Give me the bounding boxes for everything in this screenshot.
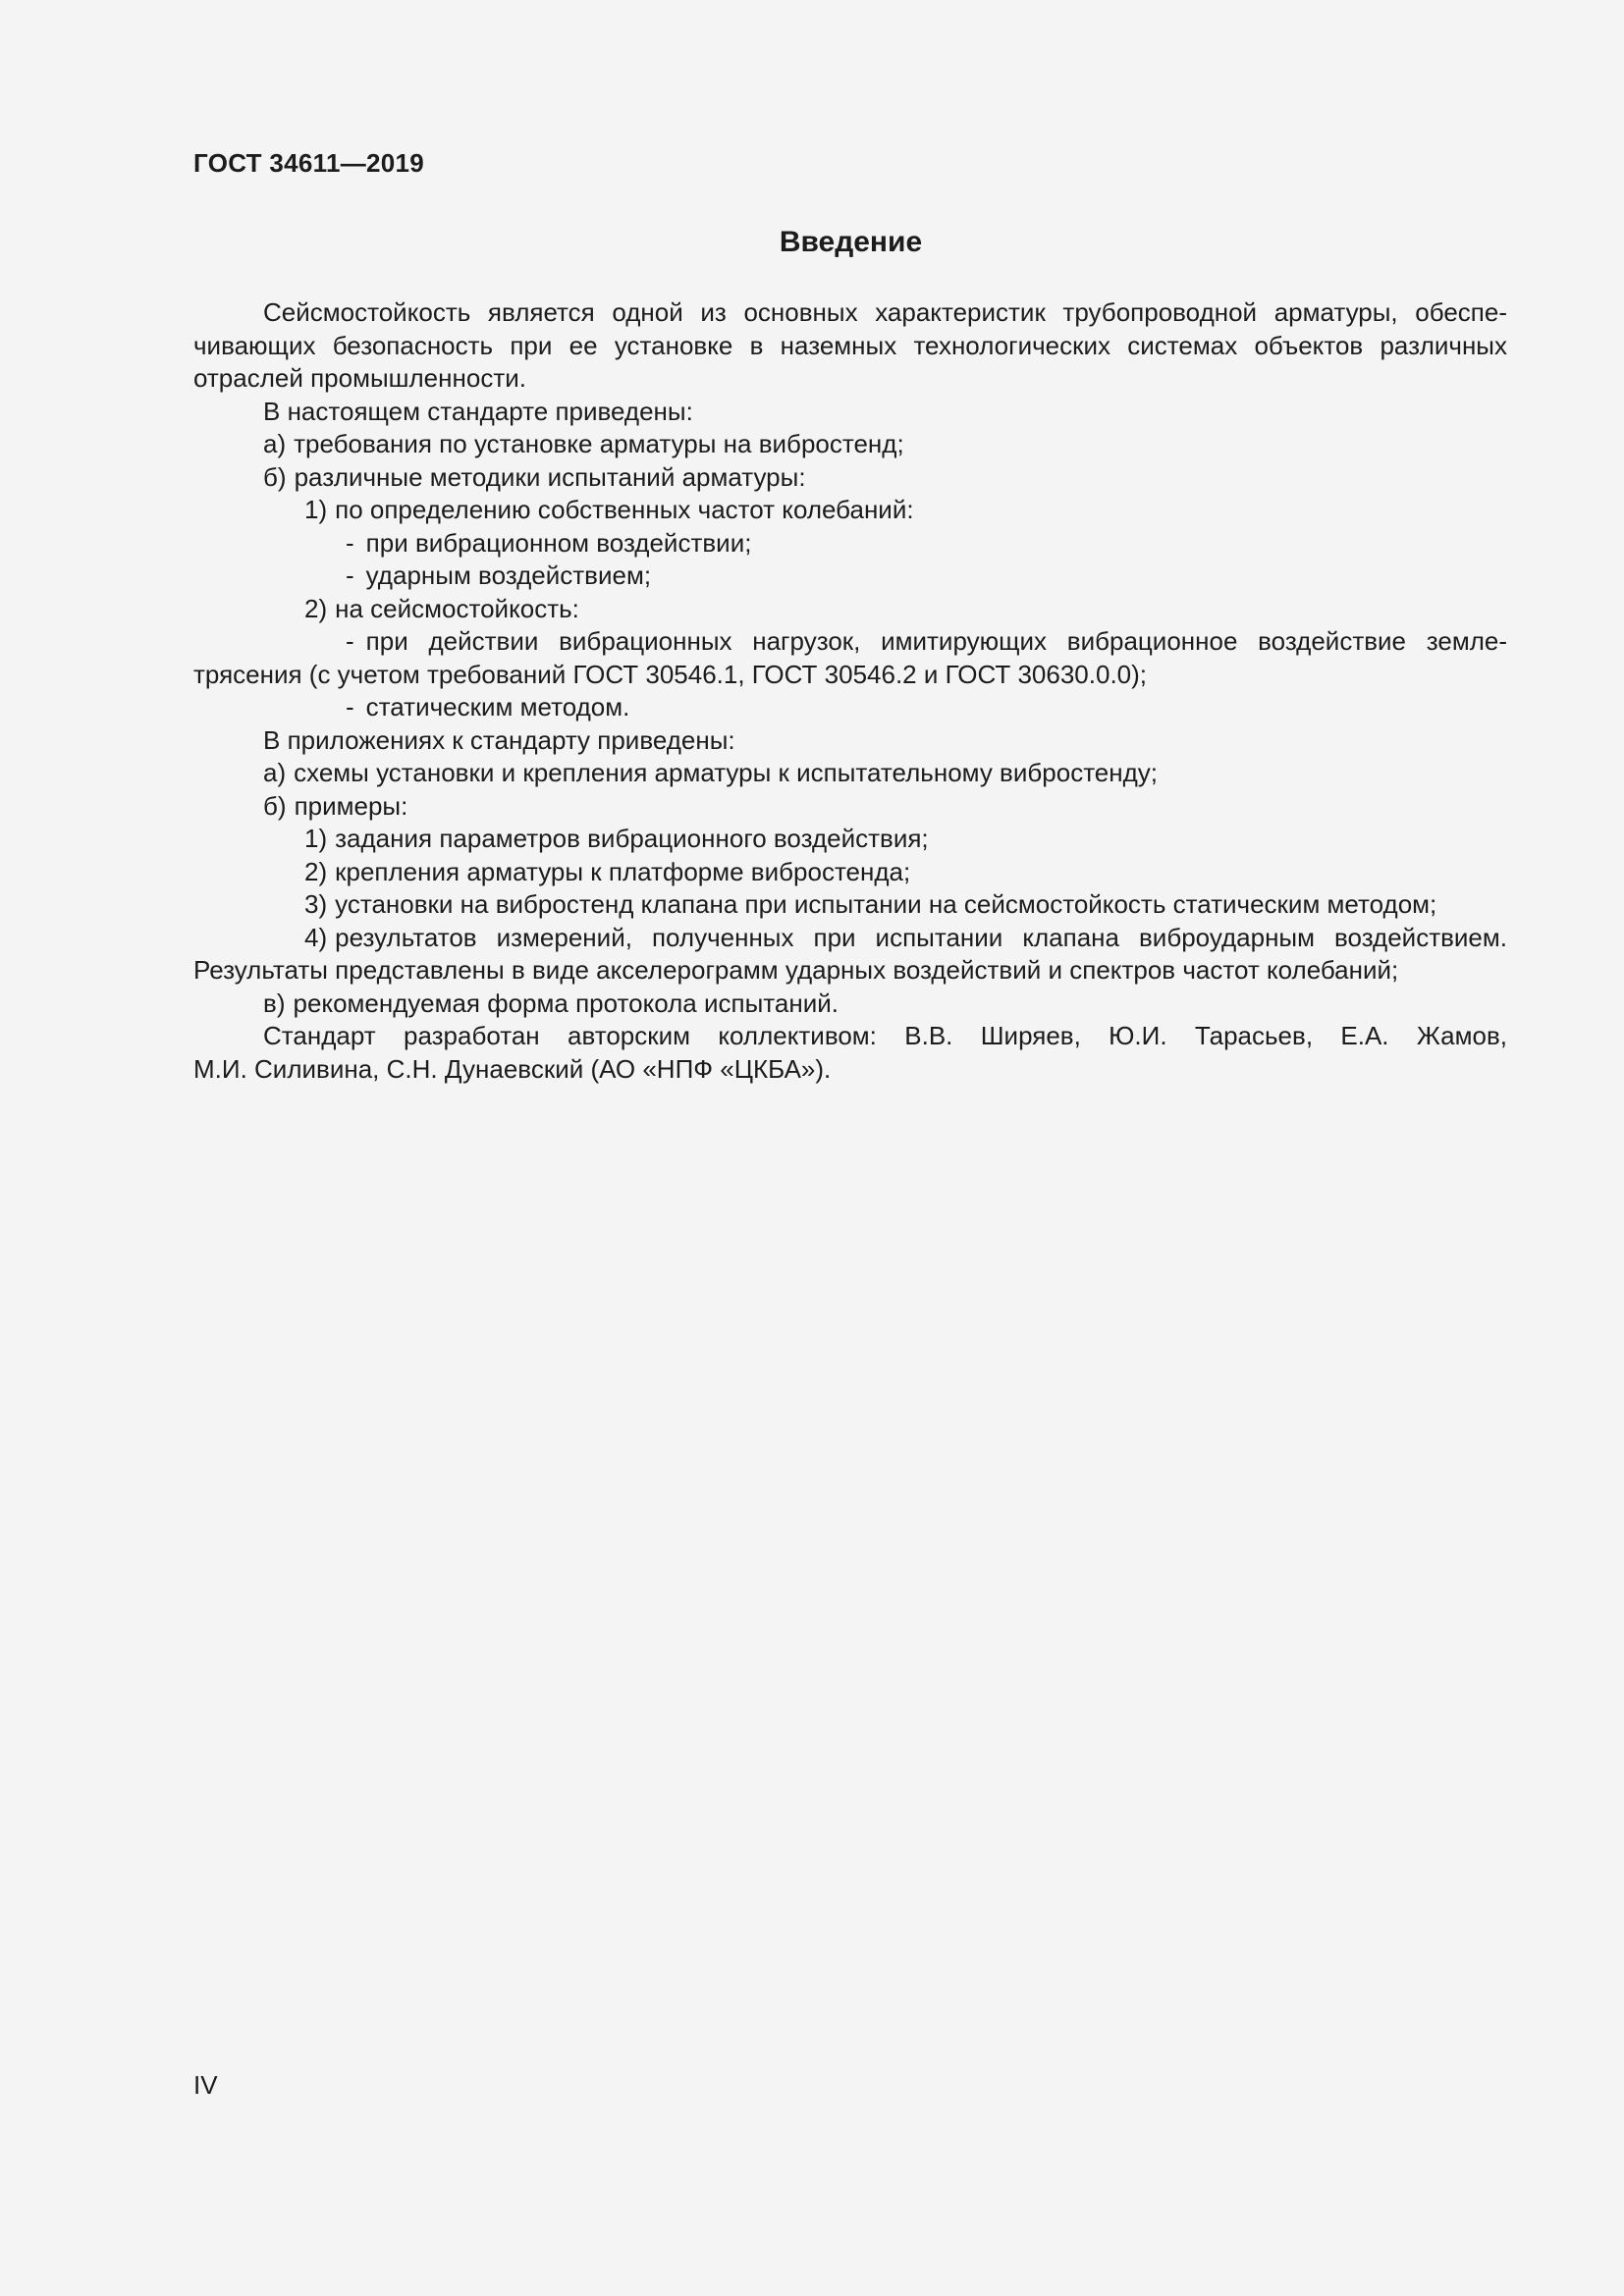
line-text: при действии вибрационных нагрузок, имитирующих вибрационное воздействие земле- — [365, 626, 1507, 656]
text-line — [193, 362, 1507, 396]
line-text: чивающих безопасность при ее установке в наземных технологических системах объектов различных — [193, 330, 1507, 360]
list-marker: 2) — [304, 856, 328, 886]
line-text: требования по установке арматуры на вибростенд; — [294, 429, 904, 458]
line-text: Стандарт разработан авторским коллективом: В.В. Ширяев, Ю.И. Тарасьев, Е.А. Жамов, — [263, 1021, 1507, 1050]
page-number: IV — [193, 2070, 218, 2100]
line-text: задания параметров вибрационного воздействия; — [335, 824, 929, 853]
list-marker: 2) — [304, 593, 328, 623]
list-marker: - — [346, 561, 354, 590]
line-text: трясения (с учетом требований ГОСТ 30546.1, ГОСТ 30546.2 и ГОСТ 30630.0.0); — [193, 659, 1148, 689]
text-line — [193, 856, 1507, 889]
line-text: Сейсмостойкость является одной из основных характеристик трубопроводной арматуры, обеспе- — [263, 297, 1507, 327]
text-line — [193, 527, 1507, 561]
line-text: при вибрационном воздействии; — [365, 527, 752, 558]
line-text: В настоящем стандарте приведены: — [263, 396, 693, 426]
text-line — [193, 691, 1507, 724]
line-text: по определению собственных частот колебаний: — [335, 495, 914, 524]
list-marker: 1) — [304, 824, 328, 853]
text-line — [193, 790, 1507, 824]
line-text: результатов измерений, полученных при испытании клапана виброударным воздействием. — [335, 922, 1507, 952]
list-marker: б) — [263, 461, 287, 492]
body-text — [193, 296, 1507, 1086]
text-line — [193, 494, 1507, 527]
list-marker: - — [346, 626, 354, 656]
list-marker: - — [346, 692, 354, 721]
list-marker: - — [346, 527, 354, 558]
line-text: примеры: — [294, 790, 408, 821]
text-line — [193, 988, 1507, 1021]
text-line — [193, 724, 1507, 758]
list-marker: в) — [263, 988, 286, 1018]
text-line — [193, 296, 1507, 330]
line-text: статическим методом. — [365, 692, 630, 721]
text-line — [193, 823, 1507, 856]
text-line — [193, 560, 1507, 593]
list-marker: а) — [263, 758, 287, 787]
line-text: Результаты представлены в виде акселерограмм ударных воздействий и спектров частот колебаний; — [193, 955, 1399, 985]
list-marker: 1) — [304, 495, 328, 524]
line-text: различные методики испытаний арматуры: — [294, 461, 806, 492]
text-line — [193, 428, 1507, 461]
line-text: М.И. Силивина, С.Н. Дунаевский (АО «НПФ «ЦКБА»). — [193, 1053, 832, 1084]
text-line — [193, 461, 1507, 495]
text-line — [193, 1053, 1507, 1087]
list-marker: 3) — [304, 889, 328, 919]
list-marker: б) — [263, 790, 287, 821]
text-line — [193, 1020, 1507, 1053]
line-text: на сейсмостойкость: — [335, 593, 579, 623]
text-line — [193, 659, 1507, 692]
text-line — [193, 954, 1507, 988]
text-line — [193, 396, 1507, 429]
line-text: крепления арматуры к платформе вибростенда; — [335, 856, 911, 886]
text-line — [193, 593, 1507, 626]
line-text: отраслей промышленности. — [193, 363, 526, 393]
text-line — [193, 757, 1507, 790]
text-line — [193, 922, 1507, 955]
text-line — [193, 888, 1507, 922]
list-marker: 4) — [304, 922, 328, 952]
section-title: Введение — [779, 226, 923, 258]
line-text: схемы установки и крепления арматуры к испытательному вибростенду; — [294, 758, 1159, 787]
list-marker: а) — [263, 429, 287, 458]
line-text: В приложениях к стандарту приведены: — [263, 724, 735, 755]
text-line — [193, 330, 1507, 363]
document-header: ГОСТ 34611—2019 — [193, 148, 425, 178]
line-text: установки на вибростенд клапана при испытании на сейсмостойкость статическим методом; — [335, 889, 1437, 919]
line-text: ударным воздействием; — [365, 561, 652, 590]
text-line — [193, 625, 1507, 659]
line-text: рекомендуемая форма протокола испытаний. — [293, 988, 839, 1018]
